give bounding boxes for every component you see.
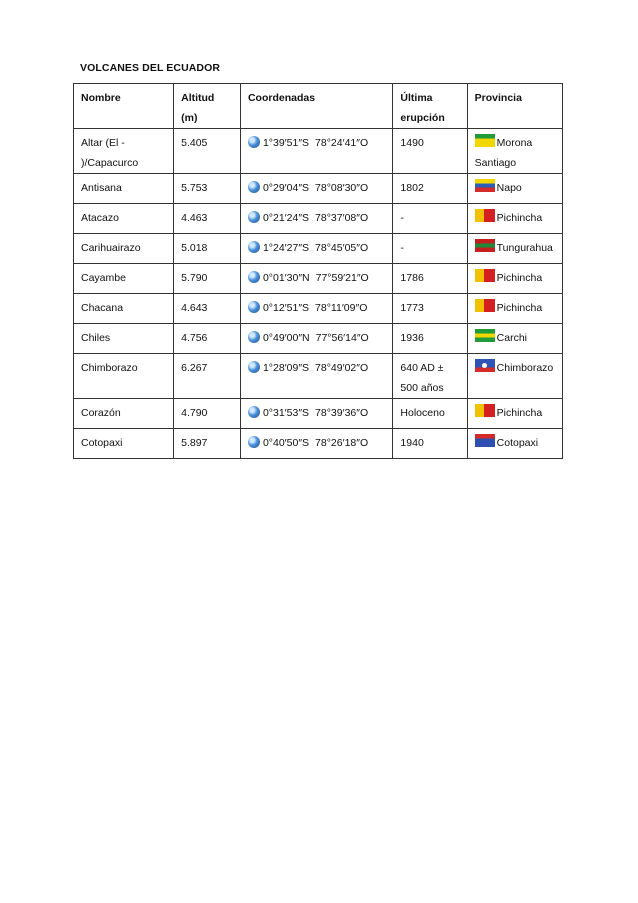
globe-icon[interactable]	[248, 361, 260, 373]
cell-ultima-erupcion	[393, 399, 467, 429]
globe-icon[interactable]	[248, 136, 260, 148]
cell-coordenadas[interactable]	[240, 294, 392, 324]
cell-coordenadas[interactable]	[240, 234, 392, 264]
cell-coordenadas[interactable]	[240, 129, 392, 174]
header-ultima-erupcion: Última erupción	[393, 84, 467, 129]
eruption-value-cont: 500 años	[400, 382, 444, 394]
table-row	[74, 174, 563, 204]
cell-ultima-erupcion	[393, 429, 467, 459]
province-flag-icon	[475, 404, 495, 417]
latitude-link[interactable]: 0°31′53″S	[262, 407, 310, 419]
cell-nombre	[74, 399, 174, 429]
province-name: Napo	[496, 182, 522, 194]
cell-coordenadas[interactable]	[240, 429, 392, 459]
globe-icon[interactable]	[248, 211, 260, 223]
province-name: Chimborazo	[496, 362, 554, 374]
volcano-name: Antisana	[81, 182, 122, 194]
longitude-link[interactable]: 78°45′05″O	[315, 242, 369, 254]
table-row	[74, 204, 563, 234]
altitude-value: 5.790	[181, 272, 208, 284]
eruption-value: 1940	[400, 437, 424, 449]
province-flag-icon	[475, 269, 495, 282]
cell-nombre	[74, 174, 174, 204]
volcano-name: Corazón	[81, 407, 121, 419]
table-row	[74, 324, 563, 354]
cell-provincia	[467, 324, 562, 354]
province-name: Pichincha	[496, 302, 543, 314]
province-name: Tungurahua	[496, 242, 553, 254]
eruption-value: 1802	[400, 182, 424, 194]
province-flag-icon	[475, 329, 495, 342]
cell-ultima-erupcion	[393, 204, 467, 234]
longitude-link[interactable]: 77°56′14″O	[315, 332, 369, 344]
globe-icon[interactable]	[248, 331, 260, 343]
cell-nombre	[74, 294, 174, 324]
flag-emblem-icon	[482, 363, 487, 368]
province-flag-icon	[475, 434, 495, 447]
table-row	[74, 354, 563, 399]
cell-coordenadas[interactable]	[240, 354, 392, 399]
cell-ultima-erupcion	[393, 129, 467, 174]
longitude-link[interactable]: 78°49′02″O	[315, 362, 369, 374]
altitude-value: 5.753	[181, 182, 208, 194]
globe-icon[interactable]	[248, 301, 260, 313]
longitude-link[interactable]: 78°26′18″O	[315, 437, 369, 449]
cell-altitud	[174, 174, 241, 204]
cell-provincia	[467, 204, 562, 234]
table-row	[74, 234, 563, 264]
cell-ultima-erupcion	[393, 234, 467, 264]
altitude-value: 4.643	[181, 302, 208, 314]
cell-altitud	[174, 204, 241, 234]
cell-ultima-erupcion	[393, 264, 467, 294]
eruption-value: 1786	[400, 272, 424, 284]
cell-nombre	[74, 129, 174, 174]
province-name: Carchi	[496, 332, 527, 344]
cell-nombre	[74, 429, 174, 459]
latitude-link[interactable]: 0°01′30″N	[262, 272, 310, 284]
province-name: Pichincha	[496, 272, 543, 284]
province-flag-icon	[475, 179, 495, 192]
cell-coordenadas[interactable]	[240, 324, 392, 354]
cell-provincia	[467, 429, 562, 459]
globe-icon[interactable]	[248, 436, 260, 448]
cell-ultima-erupcion	[393, 294, 467, 324]
cell-provincia	[467, 174, 562, 204]
cell-provincia	[467, 399, 562, 429]
cell-nombre	[74, 204, 174, 234]
table-row	[74, 399, 563, 429]
cell-ultima-erupcion	[393, 354, 467, 399]
cell-ultima-erupcion	[393, 174, 467, 204]
table-row	[74, 264, 563, 294]
eruption-value: 1936	[400, 332, 424, 344]
volcano-name: Chimborazo	[81, 362, 138, 374]
header-altitud: Altitud (m)	[174, 84, 241, 129]
globe-icon[interactable]	[248, 241, 260, 253]
cell-coordenadas[interactable]	[240, 204, 392, 234]
cell-nombre	[74, 264, 174, 294]
altitude-value: 4.756	[181, 332, 208, 344]
latitude-link[interactable]: 1°24′27″S	[262, 242, 310, 254]
cell-provincia	[467, 294, 562, 324]
cell-altitud	[174, 324, 241, 354]
cell-nombre	[74, 354, 174, 399]
header-coordenadas: Coordenadas	[240, 84, 392, 129]
globe-icon[interactable]	[248, 181, 260, 193]
eruption-value: -	[400, 212, 404, 224]
cell-provincia	[467, 354, 562, 399]
latitude-link[interactable]: 0°29′04″S	[262, 182, 310, 194]
cell-nombre	[74, 324, 174, 354]
altitude-value: 4.790	[181, 407, 208, 419]
longitude-link[interactable]: 78°08′30″O	[315, 182, 369, 194]
volcano-name: Cotopaxi	[81, 437, 123, 449]
globe-icon[interactable]	[248, 406, 260, 418]
cell-coordenadas[interactable]	[240, 264, 392, 294]
province-name: Cotopaxi	[496, 437, 539, 449]
province-flag-icon	[475, 239, 495, 252]
volcano-name: Chiles	[81, 332, 111, 344]
eruption-value: 640 AD ±	[400, 362, 444, 374]
province-flag-icon	[475, 359, 495, 372]
volcano-name-cont: )/Capacurco	[81, 157, 139, 169]
cell-coordenadas[interactable]	[240, 399, 392, 429]
latitude-link[interactable]: 0°49′00″N	[262, 332, 310, 344]
altitude-value: 5.897	[181, 437, 208, 449]
cell-altitud	[174, 354, 241, 399]
altitude-value: 5.018	[181, 242, 208, 254]
eruption-value: Holoceno	[400, 407, 445, 419]
longitude-link[interactable]: 78°24′41″O	[315, 137, 369, 149]
province-name: Pichincha	[496, 212, 543, 224]
province-flag-icon	[475, 209, 495, 222]
province-flag-icon	[475, 134, 495, 147]
volcano-name: Cayambe	[81, 272, 126, 284]
altitude-value: 4.463	[181, 212, 208, 224]
province-name: Morona Santiago	[474, 137, 533, 169]
province-name: Pichincha	[496, 407, 543, 419]
cell-altitud	[174, 399, 241, 429]
latitude-link[interactable]: 1°28′09″S	[262, 362, 310, 374]
latitude-link[interactable]: 0°21′24″S	[262, 212, 310, 224]
eruption-value: 1773	[400, 302, 424, 314]
longitude-link[interactable]: 78°11′09″O	[315, 302, 368, 314]
page-title: VOLCANES DEL ECUADOR	[80, 62, 221, 74]
table-row	[74, 429, 563, 459]
volcano-name: Chacana	[81, 302, 124, 314]
altitude-value: 5.405	[181, 137, 208, 149]
longitude-link[interactable]: 78°39′36″O	[315, 407, 369, 419]
latitude-link[interactable]: 0°40′50″S	[262, 437, 310, 449]
cell-provincia	[467, 264, 562, 294]
eruption-value: 1490	[400, 137, 424, 149]
cell-provincia	[467, 129, 562, 174]
table-row	[74, 294, 563, 324]
header-provincia: Provincia	[467, 84, 562, 129]
header-nombre: Nombre	[74, 84, 174, 129]
cell-altitud	[174, 294, 241, 324]
latitude-link[interactable]: 0°12′51″S	[262, 302, 310, 314]
volcano-name: Atacazo	[81, 212, 119, 224]
cell-provincia	[467, 234, 562, 264]
eruption-value: -	[400, 242, 404, 254]
cell-ultima-erupcion	[393, 324, 467, 354]
altitude-value: 6.267	[181, 362, 208, 374]
volcano-name: Carihuairazo	[81, 242, 141, 254]
cell-altitud	[174, 129, 241, 174]
latitude-link[interactable]: 1°39′51″S	[262, 137, 310, 149]
cell-coordenadas[interactable]	[240, 174, 392, 204]
cell-nombre	[74, 234, 174, 264]
province-flag-icon	[475, 299, 495, 312]
longitude-link[interactable]: 78°37′08″O	[315, 212, 369, 224]
cell-altitud	[174, 234, 241, 264]
cell-altitud	[174, 264, 241, 294]
globe-icon[interactable]	[248, 271, 260, 283]
table-row	[74, 129, 563, 174]
cell-altitud	[174, 429, 241, 459]
longitude-link[interactable]: 77°59′21″O	[315, 272, 369, 284]
volcano-table	[73, 83, 563, 459]
table-header-row	[74, 84, 563, 129]
volcano-name: Altar (El -	[81, 137, 125, 149]
